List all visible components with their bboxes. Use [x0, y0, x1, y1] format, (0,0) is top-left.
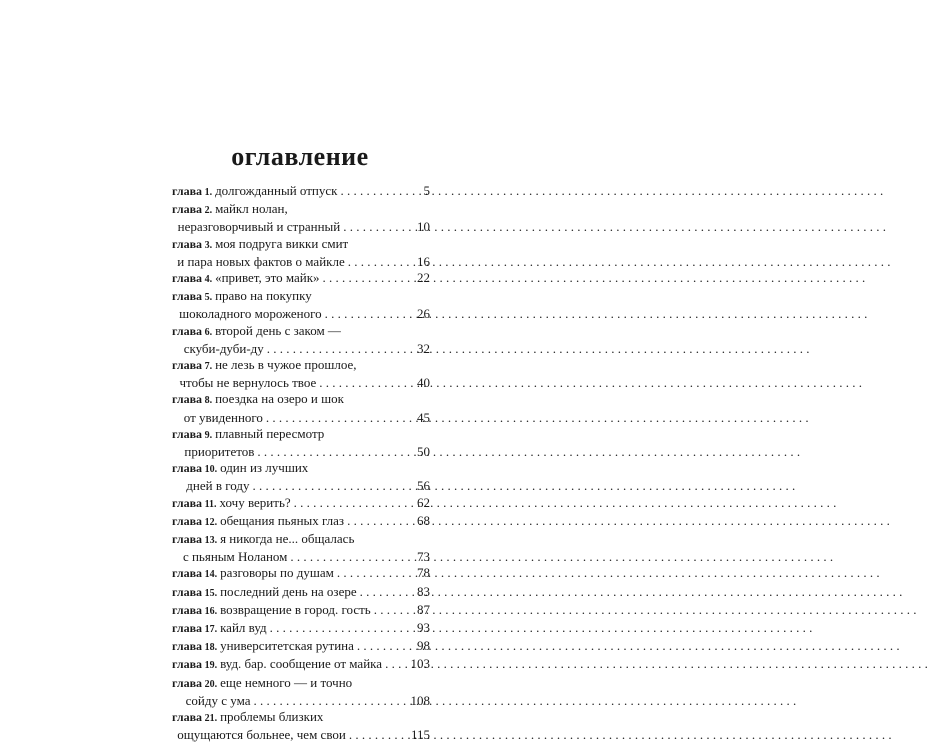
- chapter-number: 21.: [202, 713, 218, 725]
- page-number: 22: [417, 270, 430, 286]
- chapter-number: 5.: [202, 292, 213, 304]
- toc-entry[interactable]: [172, 183, 430, 201]
- chapter-number: 10.: [202, 464, 218, 476]
- chapter-title: я никогда не... общалась: [220, 531, 355, 547]
- chapter-title: кайл вуд: [220, 620, 267, 636]
- chapter-label: глава 11.: [172, 495, 217, 510]
- dot-leader: [340, 183, 420, 199]
- toc-entry[interactable]: [172, 620, 430, 638]
- chapter-label: глава 10.: [172, 461, 218, 476]
- chapter-title: сойду с ума: [185, 692, 251, 708]
- chapter-number: 11.: [202, 498, 217, 510]
- page-number: 62: [417, 494, 430, 510]
- dot-leader: [323, 270, 414, 286]
- chapter-title: еще немного — и точно: [220, 674, 353, 690]
- page-number: 93: [417, 620, 430, 636]
- chapter-number: 4.: [202, 274, 213, 286]
- chapter-label: глава 2.: [172, 202, 213, 217]
- chapter-label: глава 1.: [172, 184, 213, 198]
- chapter-label: глава 6.: [172, 323, 213, 338]
- dot-leader: [347, 513, 414, 529]
- chapter-title: дней в году: [186, 478, 250, 494]
- toc-entry[interactable]: [172, 270, 430, 288]
- toc-entry[interactable]: [172, 656, 430, 674]
- chapter-title: право на покупку: [215, 288, 312, 304]
- chapter-number: 13.: [202, 535, 218, 547]
- page-number: 103: [410, 656, 430, 672]
- page-title: оглавление: [231, 142, 369, 171]
- chapter-label: глава 15.: [172, 584, 218, 599]
- toc-entry[interactable]: [172, 513, 430, 531]
- page-number: 73: [417, 549, 430, 565]
- chapter-title: университетская рутина: [220, 638, 354, 654]
- toc-entry[interactable]: [172, 495, 430, 513]
- chapter-label: глава 7.: [172, 358, 213, 373]
- dot-leader: [337, 565, 414, 581]
- chapter-label: глава 16.: [172, 602, 218, 617]
- chapter-title: разговоры по душам: [220, 565, 334, 581]
- page-number: 50: [417, 444, 430, 460]
- toc-entry[interactable]: [172, 565, 430, 583]
- chapter-label: глава 21.: [172, 710, 218, 725]
- chapter-title: скуби-дуби-ду: [183, 340, 264, 356]
- page-number: 108: [410, 692, 430, 708]
- page-number: 45: [417, 409, 430, 425]
- toc-entry[interactable]: [172, 709, 430, 743]
- page-number: 10: [417, 219, 430, 235]
- chapter-number: 19.: [202, 660, 218, 672]
- dot-leader: [290, 549, 414, 565]
- chapter-label: глава 20.: [172, 675, 218, 690]
- page-number: 98: [417, 638, 430, 654]
- chapter-number: 14.: [202, 569, 218, 581]
- toc-entry[interactable]: [172, 236, 430, 270]
- chapter-title: не лезь в чужое прошлое,: [215, 357, 357, 373]
- chapter-label: глава 13.: [172, 532, 218, 547]
- chapter-title: проблемы близких: [220, 709, 324, 725]
- chapter-number: 6.: [202, 326, 213, 338]
- chapter-title: неразговорчивый и странный: [177, 219, 341, 235]
- dot-leader: [270, 620, 414, 636]
- chapter-title: последний день на озере: [220, 583, 357, 599]
- chapter-number: 3.: [202, 239, 213, 251]
- toc-entry[interactable]: [172, 201, 430, 235]
- dot-leader: [254, 693, 408, 709]
- dot-leader: [349, 727, 408, 743]
- page-number: 56: [417, 478, 430, 494]
- chapter-title: долгожданный отпуск: [215, 183, 338, 198]
- dot-leader: [267, 341, 414, 357]
- page-number: 115: [410, 727, 430, 743]
- table-of-contents: [172, 183, 430, 744]
- dot-leader: [319, 375, 414, 391]
- dot-leader: [360, 584, 414, 600]
- chapter-label: глава 14.: [172, 566, 218, 581]
- chapter-title: от увиденного: [183, 409, 263, 425]
- toc-entry[interactable]: [172, 584, 430, 602]
- dot-leader: [294, 495, 414, 511]
- dot-leader: [266, 410, 414, 426]
- chapter-title: чтобы не вернулось твое: [179, 375, 317, 391]
- chapter-title: с пьяным Ноланом: [182, 549, 288, 565]
- chapter-number: 8.: [202, 395, 213, 407]
- chapter-title: приоритетов: [184, 444, 255, 460]
- toc-entry[interactable]: [172, 460, 430, 494]
- toc-entry[interactable]: [172, 531, 430, 565]
- page-number: 83: [417, 583, 430, 599]
- chapter-title: и пара новых фактов о майкле: [177, 253, 345, 269]
- chapter-label: глава 4.: [172, 271, 213, 286]
- chapter-label: глава 18.: [172, 639, 218, 654]
- chapter-number: 20.: [202, 678, 218, 690]
- chapter-label: глава 3.: [172, 236, 213, 251]
- page-number: 26: [417, 306, 430, 322]
- toc-entry[interactable]: [172, 602, 430, 620]
- page-number: 5: [423, 183, 430, 198]
- toc-entry[interactable]: [172, 675, 430, 709]
- dot-leader: [343, 219, 414, 235]
- chapter-title: шоколадного мороженого: [179, 306, 322, 322]
- page-number: 32: [417, 340, 430, 356]
- page-number: 40: [417, 375, 430, 391]
- chapter-number: 16.: [202, 605, 218, 617]
- toc-entry[interactable]: [172, 323, 430, 357]
- dot-leader: [325, 306, 414, 322]
- chapter-number: 17.: [202, 624, 218, 636]
- chapter-number: 7.: [202, 361, 213, 373]
- chapter-title: «привет, это майк»: [215, 270, 320, 286]
- dot-leader: [348, 254, 414, 270]
- chapter-label: глава 17.: [172, 621, 218, 636]
- chapter-label: глава 8.: [172, 392, 213, 407]
- chapter-title: плавный пересмотр: [215, 425, 325, 441]
- chapter-number: 9.: [202, 429, 213, 441]
- chapter-number: 2.: [202, 205, 213, 217]
- chapter-title: один из лучших: [220, 460, 309, 476]
- chapter-title: обещания пьяных глаз: [220, 512, 345, 528]
- chapter-label: глава 12.: [172, 513, 218, 528]
- page-number: 78: [417, 565, 430, 581]
- page-number: 16: [417, 253, 430, 269]
- toc-entry[interactable]: [172, 288, 430, 322]
- toc-entry[interactable]: [172, 426, 430, 460]
- dot-leader: [257, 444, 414, 460]
- chapter-title: поездка на озеро и шок: [215, 391, 344, 407]
- dot-leader: [385, 656, 407, 672]
- chapter-number: 15.: [202, 587, 218, 599]
- chapter-title: вуд. бар. сообщение от майка: [220, 656, 383, 672]
- dot-leader: [374, 602, 414, 618]
- chapter-title: второй день с заком —: [215, 322, 341, 338]
- dot-leader: [357, 638, 414, 654]
- chapter-title: ощущаются больнее, чем свои: [177, 727, 346, 743]
- chapter-title: майкл нолан,: [215, 201, 288, 217]
- chapter-number: 18.: [202, 642, 218, 654]
- toc-entry[interactable]: [172, 391, 430, 425]
- chapter-label: глава 19.: [172, 657, 218, 672]
- chapter-number: 12.: [202, 516, 218, 528]
- chapter-title: хочу верить?: [219, 494, 291, 510]
- chapter-number: 1.: [202, 187, 213, 198]
- chapter-title: возвращение в город. гость: [220, 601, 371, 617]
- chapter-label: глава 9.: [172, 426, 213, 441]
- dot-leader: [252, 478, 414, 494]
- page-number: 68: [417, 512, 430, 528]
- toc-entry[interactable]: [172, 638, 430, 656]
- chapter-title: моя подруга викки смит: [215, 235, 349, 251]
- toc-entry[interactable]: [172, 357, 430, 391]
- chapter-label: глава 5.: [172, 289, 213, 304]
- page-number: 87: [417, 601, 430, 617]
